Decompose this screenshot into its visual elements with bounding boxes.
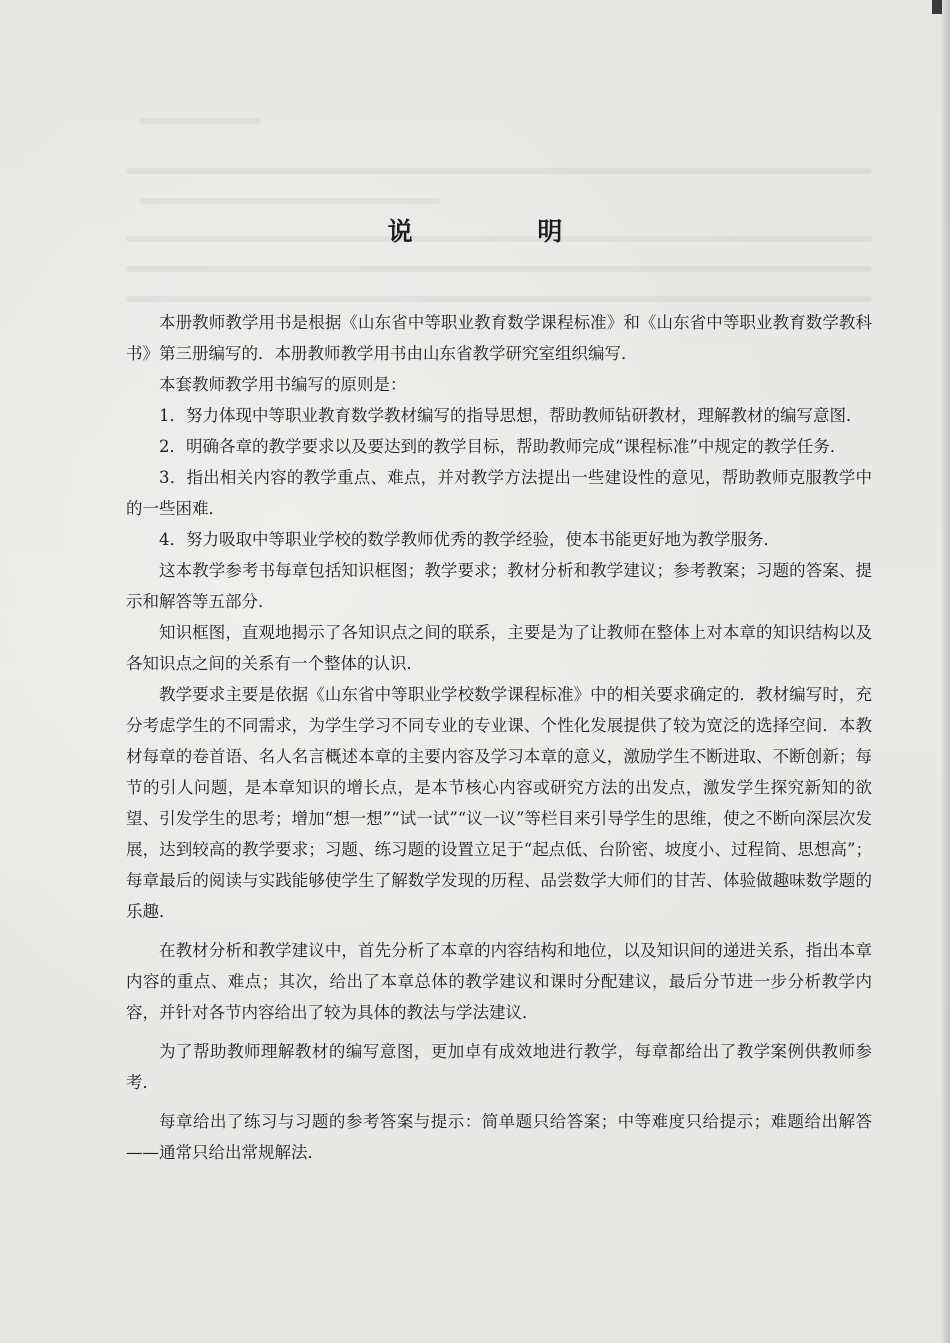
bleed-through-line — [126, 168, 872, 174]
bleed-through-line — [126, 266, 872, 272]
paragraph-principle-4: 4．努力吸取中等职业学校的数学教师优秀的教学经验，使本书能更好地为教学服务． — [159, 530, 780, 549]
paragraph-answers: 每章给出了练习与习题的参考答案与提示：简单题只给答案；中等难度只给提示；难题给出解答——通常只给出常规解法． — [126, 1112, 872, 1162]
corner-mark — [932, 0, 942, 14]
bleed-through-line — [140, 118, 260, 124]
paragraph-principle-1: 1．努力体现中等职业教育数学教材编写的指导思想，帮助教师钻研教材，理解教材的编写意图． — [159, 406, 863, 425]
bleed-through-line — [140, 198, 440, 204]
paragraph-structure: 这本教学参考书每章包括知识框图；教学要求；教材分析和教学建议；参考教案；习题的答案、提示和解答等五部分． — [126, 561, 872, 611]
paragraph-principle-3: 3．指出相关内容的教学重点、难点，并对教学方法提出一些建设性的意见，帮助教师克服教学中的一些困难． — [126, 468, 872, 518]
paragraph-teaching-requirements: 教学要求主要是依据《山东省中等职业学校数学课程标准》中的相关要求确定的．教材编写时，充分考虑学生的不同需求，为学生学习不同专业的专业课、个性化发展提供了较为宽泛的选择空间．本教材每章的卷首语、名人名言概述本章的主要内容及学习本章的意义，激励学生不断进取、不断创新；每节的引人问题，是本章知识的增长点，是本节核心内容或研究方法的出发点，激发学生探究新知的欲望、引发学生的思考；增加“想一想”“试一试”“议一议”等栏目来引导学生的思维，使之不断向深层次发展，达到较高的教学要求；习题、练习题的设置立足于“起点低、台阶密、坡度小、过程简、思想高”；每章最后的阅读与实践能够使学生了解数学发现的历程、品尝数学大师们的甘苦、体验做趣味数学题的乐趣． — [126, 685, 872, 921]
paragraph-intro: 本册教师教学用书是根据《山东省中等职业教育数学课程标准》和《山东省中等职业教育数学教科书》第三册编写的．本册教师教学用书由山东省教学研究室组织编写． — [126, 313, 872, 363]
paragraph-principle-2: 2．明确各章的教学要求以及要达到的教学目标，帮助教师完成“课程标准”中规定的教学任务． — [159, 437, 847, 456]
page-title: 说 明 — [387, 217, 621, 246]
paragraph-knowledge-diagram: 知识框图，直观地揭示了各知识点之间的联系，主要是为了让教师在整体上对本章的知识结构以及各知识点之间的关系有一个整体的认识． — [126, 623, 872, 673]
bleed-through-line — [126, 296, 872, 302]
paragraph-analysis-suggestions: 在教材分析和教学建议中，首先分析了本章的内容结构和地位，以及知识间的递进关系，指出本章内容的重点、难点；其次，给出了本章总体的教学建议和课时分配建议，最后分节进一步分析教学内容，并针对各节内容给出了较为具体的教法与学法建议． — [126, 941, 872, 1022]
paragraph-teaching-cases: 为了帮助教师理解教材的编写意图，更加卓有成效地进行教学，每章都给出了教学案例供教师参考． — [126, 1042, 872, 1092]
body-text — [126, 307, 872, 1168]
page-edge-shadow — [940, 0, 950, 1343]
paragraph-principles-heading: 本套教师教学用书编写的原则是： — [159, 375, 407, 394]
